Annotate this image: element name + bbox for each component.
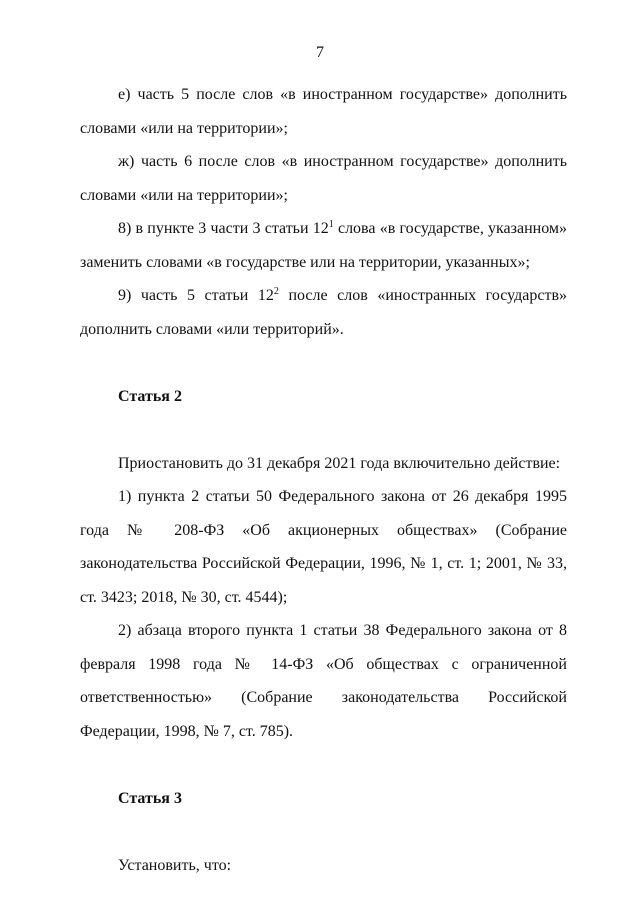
item-9: [80, 279, 567, 346]
article-2-point-1-text: пункта 2 статьи 50 Федерального закона от 26 декабря 1995 года № 208-ФЗ «Об акционерных обществах» (Собрание законодательства Российской Федерации, 1996, № 1, ст. 1; 2001, № 33, ст. 3423; 2018, № 30, ст. 4544);: [80, 488, 568, 606]
item-9-superscript: 2: [273, 286, 279, 297]
item-8: [80, 212, 567, 279]
article-2-point-2-text: абзаца второго пункта 1 статьи 38 Федерального закона от 8 февраля 1998 года № 14-ФЗ «Об обществах с ограниченной ответственностью» (Собрание законодательства Российской Федерации, 1998, № 7, ст. 785).: [80, 622, 568, 740]
article-2-heading: Статья 2: [118, 387, 182, 405]
article-2-point-2: [80, 614, 567, 748]
item-zh: [80, 145, 567, 212]
item-8-superscript: 1: [328, 219, 334, 230]
item-e-label: е): [118, 86, 131, 103]
item-8-label: 8): [118, 220, 132, 237]
item-8-text-after: слова «в государстве, указанном» заменить словами «в государстве или на территории, указанных»;: [80, 220, 568, 271]
item-9-text-after: после слов «иностранных государств» дополнить словами «или территорий».: [80, 287, 567, 338]
article-2-intro: Приостановить до 31 декабря 2021 года включительно действие:: [118, 454, 561, 472]
item-zh-label: ж): [118, 153, 135, 170]
article-2-point-1: [80, 480, 567, 614]
article-2-point-2-label: 2): [118, 622, 132, 639]
article-2-point-1-label: 1): [118, 488, 132, 505]
item-zh-text: часть 6 после слов «в иностранном государстве» дополнить словами «или на территории»;: [80, 153, 567, 204]
item-9-label: 9): [118, 287, 132, 304]
item-8-text-before: в пункте 3 части 3 статьи 12: [135, 220, 329, 237]
document-body: [80, 78, 567, 882]
item-9-text-before: часть 5 статьи 12: [140, 287, 274, 304]
item-e: [80, 78, 567, 145]
item-e-text: часть 5 после слов «в иностранном государстве» дополнить словами «или на территории»;: [80, 86, 567, 137]
page-number: 7: [316, 44, 324, 61]
article-3-heading: Статья 3: [118, 789, 182, 807]
article-3-intro: Установить, что:: [118, 856, 232, 874]
